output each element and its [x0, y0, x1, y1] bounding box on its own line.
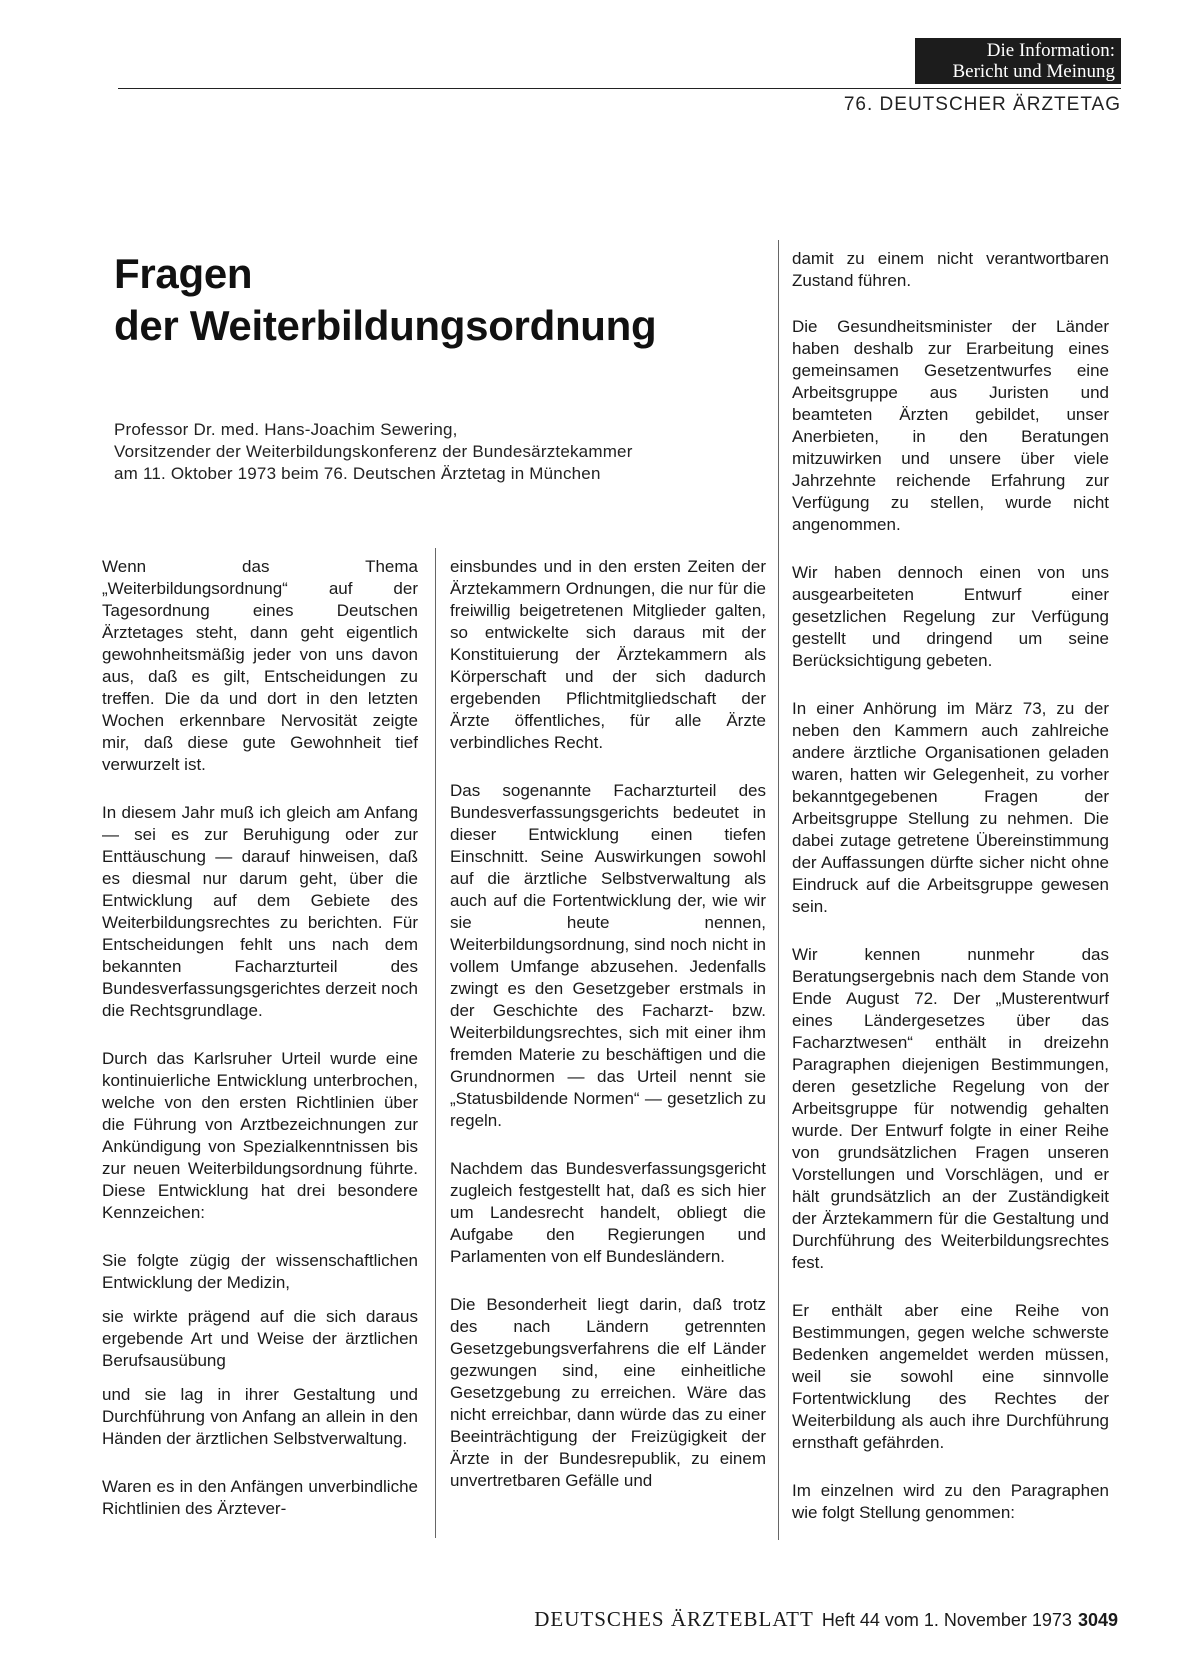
header-rule: [118, 88, 1121, 89]
badge-line-1: Die Information:: [986, 40, 1115, 61]
article-title: [114, 248, 656, 352]
issue-info: Heft 44 vom 1. November 1973: [821, 1610, 1072, 1630]
text-column-3: [792, 248, 1109, 1550]
paragraph: Das sogenannte Facharzturteil des Bundesverfassungsgerichts bedeutet in dieser Entwicklung einen tiefen Einschnitt. Seine Auswirkungen sowohl auf die ärztliche Selbstverwaltung als auch auf die Fortentwicklung der, wie wir sie heute nennen, Weiterbildungsordnung, sind noch nicht in vollem Umfange abzusehen. Jedenfalls zwingt es den Gesetzgeber erstmals in der Geschichte des Facharzt- bzw. Weiterbildungsrechtes, sich mit einer ihm fremden Materie zu beschäftigen und die Grundnormen — das Urteil nennt sie „Statusbildende Normen“ — gesetzlich zu regeln.: [450, 781, 766, 1130]
paragraph: einsbundes und in den ersten Zeiten der Ärztekammern Ordnungen, die nur für die freiwillig beigetretenen Mitglieder galten, so entwickelte sich daraus mit der Konstituierung der Ärztekammern als Körperschaft und der sich dadurch ergebenden Pflichtmitgliedschaft der Ärzte öffentliches, für alle Ärzte verbindliches Recht.: [450, 557, 766, 752]
paragraph: Waren es in den Anfängen unverbindliche Richtlinien des Ärztever-: [102, 1477, 418, 1518]
section-badge: [915, 38, 1121, 84]
byline-line-1: Professor Dr. med. Hans-Joachim Sewering,: [114, 420, 458, 439]
byline-line-3: am 11. Oktober 1973 beim 76. Deutschen Ärztetag in München: [114, 464, 601, 483]
paragraph: Nachdem das Bundesverfassungsgericht zugleich festgestellt hat, daß es sich hier um Landesrecht handelt, obliegt die Aufgabe den Regierungen und Parlamenten von elf Bundesländern.: [450, 1159, 766, 1266]
section-label: 76. DEUTSCHER ÄRZTETAG: [843, 94, 1121, 115]
paragraph: und sie lag in ihrer Gestaltung und Durchführung von Anfang an allein in den Händen der ärztlichen Selbstverwaltung.: [102, 1385, 418, 1448]
paragraph: Die Gesundheitsminister der Länder haben deshalb zur Erarbeitung eines gemeinsamen Gesetzentwurfes eine Arbeitsgruppe aus Juristen und beamteten Ärzten gebildet, unser Anerbieten, in den Beratungen mitzuwirken und unsere über viele Jahrzehnte reichende Erfahrung zur Verfügung zu stellen, wurde nicht angenommen.: [792, 317, 1109, 534]
paragraph: sie wirkte prägend auf die sich daraus ergebende Art und Weise der ärztlichen Berufsausübung: [102, 1307, 418, 1370]
paragraph: Wenn das Thema „Weiterbildungsordnung“ auf der Tagesordnung eines Deutschen Ärztetages steht, dann geht eigentlich gewohnheitsmäßig jeder von uns davon aus, daß es gilt, Entscheidungen zu treffen. Die da und dort in den letzten Wochen erkennbare Nervosität zeigte mir, daß diese gute Gewohnheit tief verwurzelt ist.: [102, 557, 418, 774]
column-divider: [435, 548, 436, 1538]
title-line-1: Fragen: [114, 250, 253, 297]
paragraph: Durch das Karlsruher Urteil wurde eine kontinuierliche Entwicklung unterbrochen, welche von den ersten Richtlinien über die Führung von Arztbezeichnungen zur Ankündigung von Spezialkenntnissen bis zur neuen Weiterbildungsordnung führte. Diese Entwicklung hat drei besondere Kennzeichen:: [102, 1049, 418, 1222]
title-line-2: der Weiterbildungsordnung: [114, 302, 657, 349]
paragraph: In diesem Jahr muß ich gleich am Anfang — sei es zur Beruhigung oder zur Enttäuschung — darauf hinweisen, daß es diesmal nur darum geht, über die Entwicklung auf dem Gebiete des Weiterbildungsrechtes zu berichten. Für Entscheidungen fehlt uns nach dem bekannten Facharzturteil des Bundesverfassungsgerichtes derzeit noch die Rechtsgrundlage.: [102, 803, 418, 1020]
text-column-1: [102, 556, 418, 1546]
paragraph: In einer Anhörung im März 73, zu der neben den Kammern auch zahlreiche andere ärztliche Organisationen geladen waren, hatten wir Gelegenheit, zu vorher bekanntgegebenen Fragen der Arbeitsgruppe Stellung zu nehmen. Die dabei zutage getretene Übereinstimmung der Auffassungen dürfte sicher nicht ohne Eindruck auf die Arbeitsgruppe gewesen sein.: [792, 699, 1109, 916]
column-divider: [778, 240, 779, 1540]
paragraph: Im einzelnen wird zu den Paragraphen wie folgt Stellung genommen:: [792, 1481, 1109, 1522]
paragraph: Die Besonderheit liegt darin, daß trotz des nach Ländern getrennten Gesetzgebungsverfahrens die elf Länder gezwungen sind, eine einheitliche Gesetzgebung zu erreichen. Wäre das nicht erreichbar, dann würde das zu einer Beeinträchtigung der Freizügigkeit der Ärzte in der Bundesrepublik, zu einem unvertretbaren Gefälle und: [450, 1295, 766, 1490]
badge-line-2: Bericht und Meinung: [952, 61, 1115, 82]
page-footer: [534, 1607, 1118, 1632]
byline-line-2: Vorsitzender der Weiterbildungskonferenz der Bundesärztekammer: [114, 442, 633, 461]
paragraph: Wir haben dennoch einen von uns ausgearbeiteten Entwurf einer gesetzlichen Regelung zur Verfügung gestellt und dringend um seine Berücksichtigung gebeten.: [792, 563, 1109, 670]
author-byline: [114, 419, 734, 485]
page-number: 3049: [1077, 1610, 1118, 1630]
paragraph: Er enthält aber eine Reihe von Bestimmungen, gegen welche schwerste Bedenken angemeldet werden müssen, weil sie sowohl eine sinnvolle Fortentwicklung des Rechtes der Weiterbildung als auch ihre Durchführung ernsthaft gefährden.: [792, 1301, 1109, 1452]
paragraph: damit zu einem nicht verantwortbaren Zustand führen.: [792, 249, 1109, 290]
text-column-2: [450, 556, 766, 1518]
paragraph: Wir kennen nunmehr das Beratungsergebnis nach dem Stande von Ende August 72. Der „Musterentwurf eines Ländergesetzes über das Facharztwesen“ enthält in dreizehn Paragraphen diejenigen Bestimmungen, deren gesetzliche Regelung von der Arbeitsgruppe für notwendig gehalten wurde. Der Entwurf folgte in einer Reihe von grundsätzlichen Fragen unseren Vorstellungen und Vorschlägen, und er hält grundsätzlich an der Zuständigkeit der Ärztekammern für die Gestaltung und Durchführung des Weiterbildungsrechtes fest.: [792, 945, 1109, 1272]
paragraph: Sie folgte zügig der wissenschaftlichen Entwicklung der Medizin,: [102, 1251, 418, 1292]
journal-name: DEUTSCHES ÄRZTEBLATT: [534, 1607, 814, 1631]
